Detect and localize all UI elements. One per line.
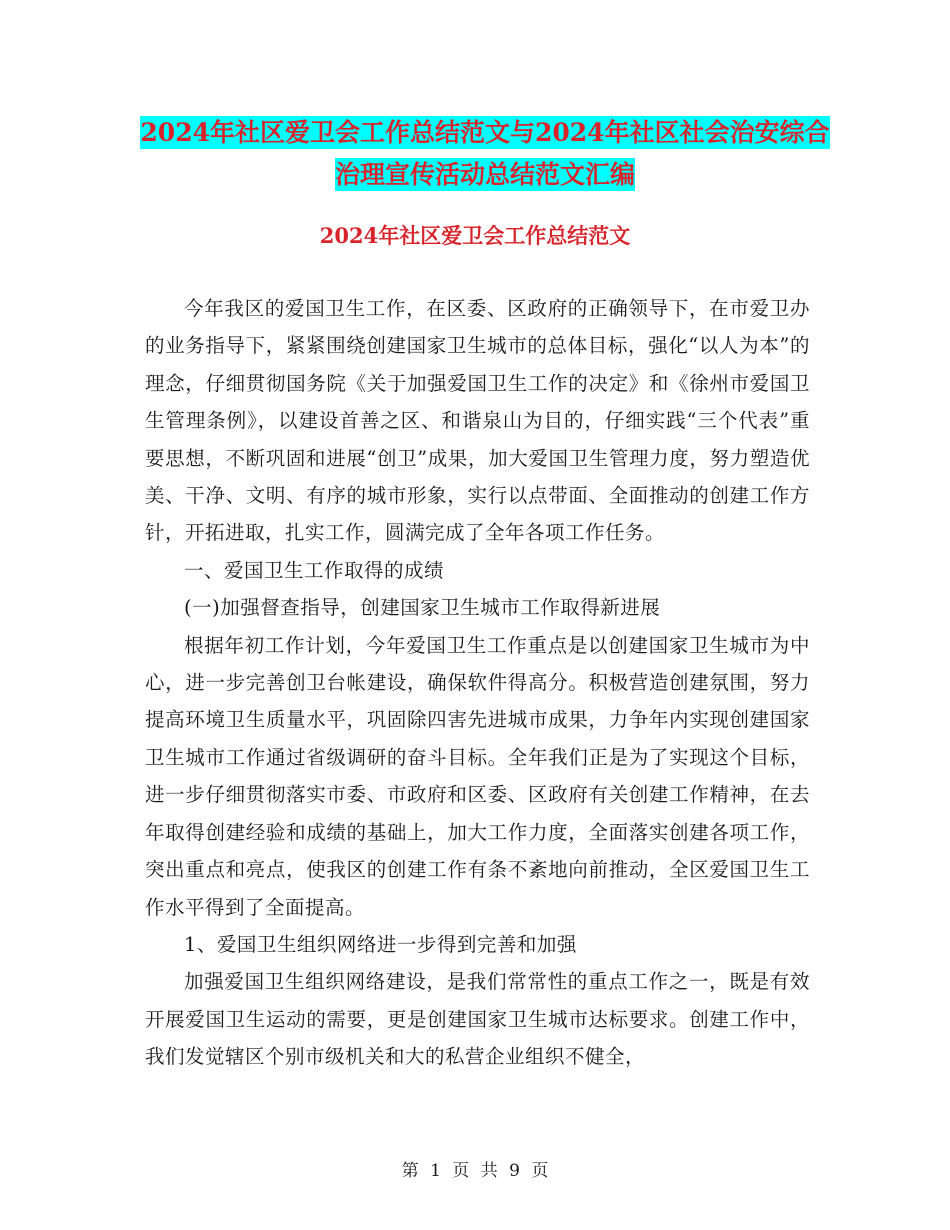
document-title-text: 2024年社区爱卫会工作总结范文与2024年社区社会治安综合治理宣传活动总结范文汇编 bbox=[140, 118, 830, 189]
heading-level-2: (一)加强督查指导，创建国家卫生城市工作取得新进展 bbox=[184, 596, 661, 620]
heading-level-3: 1、爱国卫生组织网络进一步得到完善和加强 bbox=[184, 932, 577, 956]
section-title: 2024年社区爱卫会工作总结范文 bbox=[319, 223, 631, 248]
heading-level-1: 一、爱国卫生工作取得的成绩 bbox=[184, 558, 445, 582]
document-body bbox=[145, 290, 810, 1076]
paragraph: 加强爱国卫生组织网络建设，是我们常常性的重点工作之一，既是有效开展爱国卫生运动的需要，更是创建国家卫生城市达标要求。创建工作中，我们发觉辖区个别市级机关和大的私营企业组织不健全， bbox=[145, 970, 810, 1069]
paragraph: 今年我区的爱国卫生工作，在区委、区政府的正确领导下，在市爱卫办的业务指导下，紧紧围绕创建国家卫生城市的总体目标，强化“以人为本”的理念，仔细贯彻国务院《关于加强爱国卫生工作的决定》和《徐州市爱国卫生管理条例》，以建设首善之区、和谐泉山为目的，仔细实践“三个代表”重要思想，不断巩固和进展“创卫”成果，加大爱国卫生管理力度，努力塑造优美、干净、文明、有序的城市形象，实行以点带面、全面推动的创建工作方针，开拓进取，扎实工作，圆满完成了全年各项工作任务。 bbox=[145, 297, 810, 545]
document-title bbox=[140, 112, 830, 196]
paragraph: 根据年初工作计划，今年爱国卫生工作重点是以创建国家卫生城市为中心，进一步完善创卫台帐建设，确保软件得高分。积极营造创建氛围，努力提高环境卫生质量水平，巩固除四害先进城市成果，力争年内实现创建国家卫生城市工作通过省级调研的奋斗目标。全年我们正是为了实现这个目标，进一步仔细贯彻落实市委、市政府和区委、区政府有关创建工作精神，在去年取得创建经验和成绩的基础上，加大工作力度，全面落实创建各项工作，突出重点和亮点，使我区的创建工作有条不紊地向前推动，全区爱国卫生工作水平得到了全面提高。 bbox=[145, 633, 810, 919]
page-number-footer: 第 1 页 共 9 页 bbox=[401, 1161, 549, 1181]
